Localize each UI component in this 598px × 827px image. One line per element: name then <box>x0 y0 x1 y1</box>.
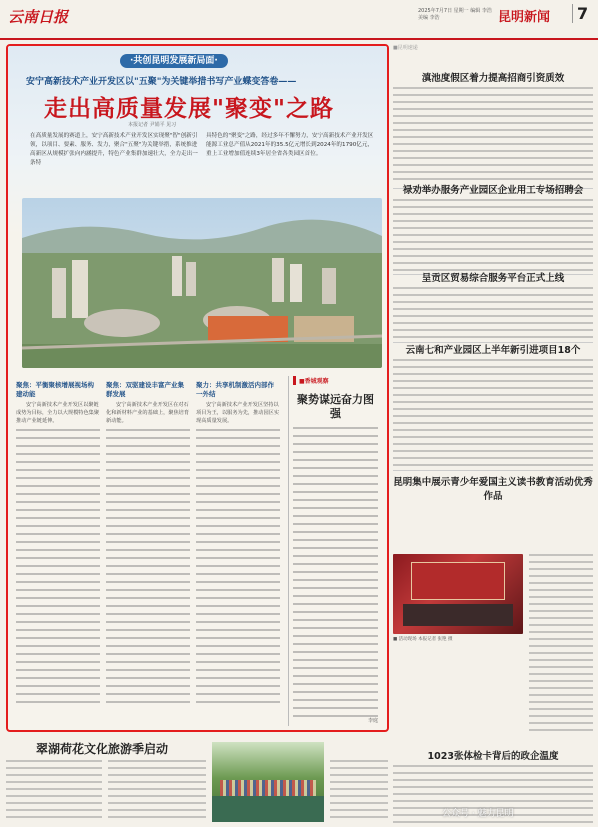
news-story[interactable] <box>393 182 593 275</box>
newspaper-logo: 云南日报 <box>8 8 69 26</box>
pond <box>212 796 324 822</box>
news-story[interactable] <box>393 474 593 505</box>
news-story[interactable] <box>393 270 593 343</box>
featured-article[interactable] <box>6 44 389 732</box>
article-body <box>16 376 381 726</box>
article-kicker: 安宁高新技术产业开发区以"五聚"为关键举措书写产业蝶变答卷—— <box>26 77 297 87</box>
text-lines <box>106 429 190 709</box>
column-text: 安宁高新技术产业开发区在对石化和新材料产业的基础上，聚焦培育新动能。 <box>106 402 190 425</box>
masthead <box>0 0 598 40</box>
section-label: ■昆明速递 <box>393 45 418 51</box>
story-title: 云南七和产业园区上半年新引进项目18个 <box>405 345 581 356</box>
right-column <box>393 44 593 824</box>
aerial-city-photo <box>22 198 382 368</box>
text-lines <box>393 199 593 271</box>
text-lines <box>293 427 378 717</box>
text-lines <box>393 359 593 467</box>
text-lines <box>16 429 100 709</box>
column-heading: 聚力：共享机制激活内部作一外结 <box>196 381 274 398</box>
text-lines <box>393 87 593 185</box>
story-title: 1023张体检卡背后的政企温度 <box>427 751 559 762</box>
lotus-festival-photo <box>212 742 324 822</box>
story-title: 滇池度假区着力提高招商引资质效 <box>421 73 565 84</box>
text-lines <box>196 429 280 709</box>
commentary-tag: ■香城观察 <box>293 376 378 385</box>
news-story[interactable] <box>393 342 593 471</box>
event-photo <box>393 554 523 634</box>
commentary-sidebar[interactable] <box>288 376 378 726</box>
topic-pill: ·共创昆明发展新局面· <box>120 54 228 68</box>
commentary-author: 李庭 <box>367 718 378 724</box>
text-lines <box>108 760 206 822</box>
column-heading: 聚焦：平衡聚核增展视场构建动能 <box>16 381 94 398</box>
bottom-headline: 翠湖荷花文化旅游季启动 <box>36 742 169 756</box>
story-title: 昆明集中展示青少年爱国主义读书教育活动优秀作品 <box>393 477 593 502</box>
text-lines <box>529 554 593 734</box>
bottom-article[interactable] <box>6 740 389 825</box>
page-number: 7 <box>572 4 588 23</box>
column-heading: 聚焦：双驱建设丰富产业集群发展 <box>106 381 184 398</box>
stage-screen <box>411 562 505 600</box>
story-title: 禄劝举办服务产业园区企业用工专场招聘会 <box>402 185 584 196</box>
body-column-1 <box>16 376 100 726</box>
section-title: 昆明新闻 <box>498 10 551 25</box>
text-lines <box>6 760 102 822</box>
city-illustration <box>22 198 382 368</box>
stage <box>403 604 513 626</box>
article-headline: 走出高质量发展"聚变"之路 <box>44 95 334 122</box>
text-lines <box>393 287 593 339</box>
story-continuation <box>529 554 593 734</box>
issue-meta: 2025年7月7日 星期一 编辑 李浩 美编 李浩 <box>418 8 492 21</box>
lead-paragraph-1: 在高质量发展的赛道上，安宁高新技术产业开发区实现聚"智"创新引领，以项目、要素、服务、发力，聚合"五聚"为关键举措，系统推进高新区从规模扩张向内涵提升，特色产业集群加速壮大，全力走出一条特 <box>30 133 198 166</box>
column-text: 安宁高新技术产业开发区坚持以项目为王，以服务为先，推动园区实现高质量发展。 <box>196 402 280 425</box>
article-byline: 本报记者 尹娟平 见习 <box>128 122 177 128</box>
text-lines <box>330 760 388 822</box>
commentary-title: 聚势谋远奋力图强 <box>297 393 374 420</box>
news-story[interactable] <box>393 70 593 189</box>
body-column-3 <box>196 376 280 726</box>
story-title: 呈贡区贸易综合服务平台正式上线 <box>421 273 565 284</box>
wechat-watermark: 公众号 · 魅力昆明 <box>442 809 514 819</box>
photo-caption: ■ 活动现场 本报记者 张艳 摄 <box>393 637 453 642</box>
body-column-2 <box>106 376 190 726</box>
divider <box>393 470 593 471</box>
column-text: 安宁高新技术产业开发区以聚链成势为目标，全力以大规模特色集聚推动产业链延伸。 <box>16 402 100 425</box>
lead-paragraph-2: 具特色的"聚变"之路，经过多年不懈努力，安宁高新技术产业开发区能源工业总产值从2021年的35.5亿元增长到2024年的1790亿元，重上工业增加值连续3年居全省各类园区首位。 <box>206 133 374 157</box>
